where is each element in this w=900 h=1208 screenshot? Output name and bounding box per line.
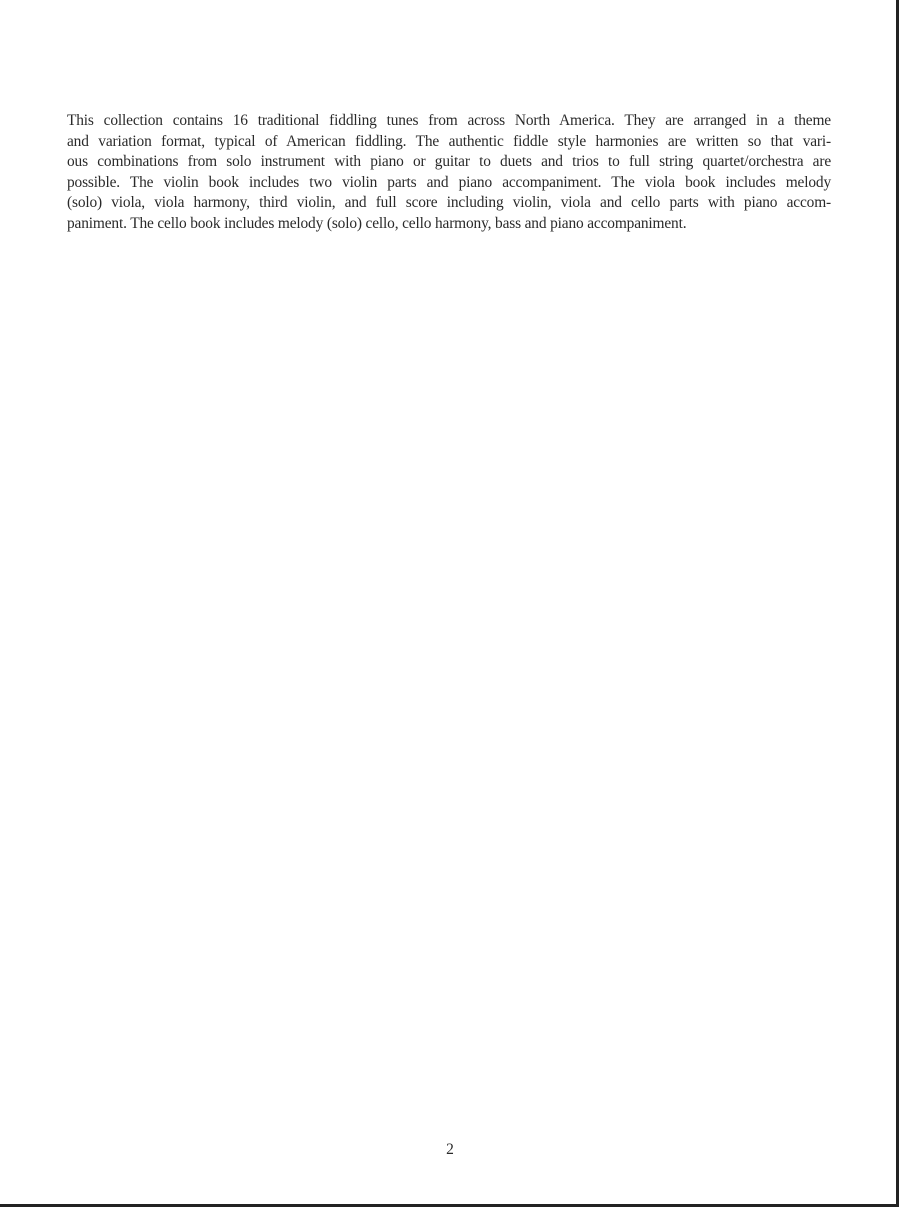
intro-line: This collection contains 16 traditional fiddling tunes from across North America. They are arranged in a theme [67,112,831,129]
intro-line: and variation format, typical of American fiddling. The authentic fiddle style harmonies are written so that vari- [67,132,831,150]
intro-paragraph [67,111,831,235]
intro-line: paniment. The cello book includes melody (solo) cello, cello harmony, bass and piano accompaniment. [67,214,687,232]
intro-line: (solo) viola, viola harmony, third violin, and full score including violin, viola and cello parts with piano accom- [67,194,831,212]
intro-line: possible. The violin book includes two violin parts and piano accompaniment. The viola book includes melody [67,173,831,191]
page-number: 2 [446,1141,454,1158]
intro-line: ous combinations from solo instrument with piano or guitar to duets and trios to full string quartet/orchestra are [67,153,831,171]
